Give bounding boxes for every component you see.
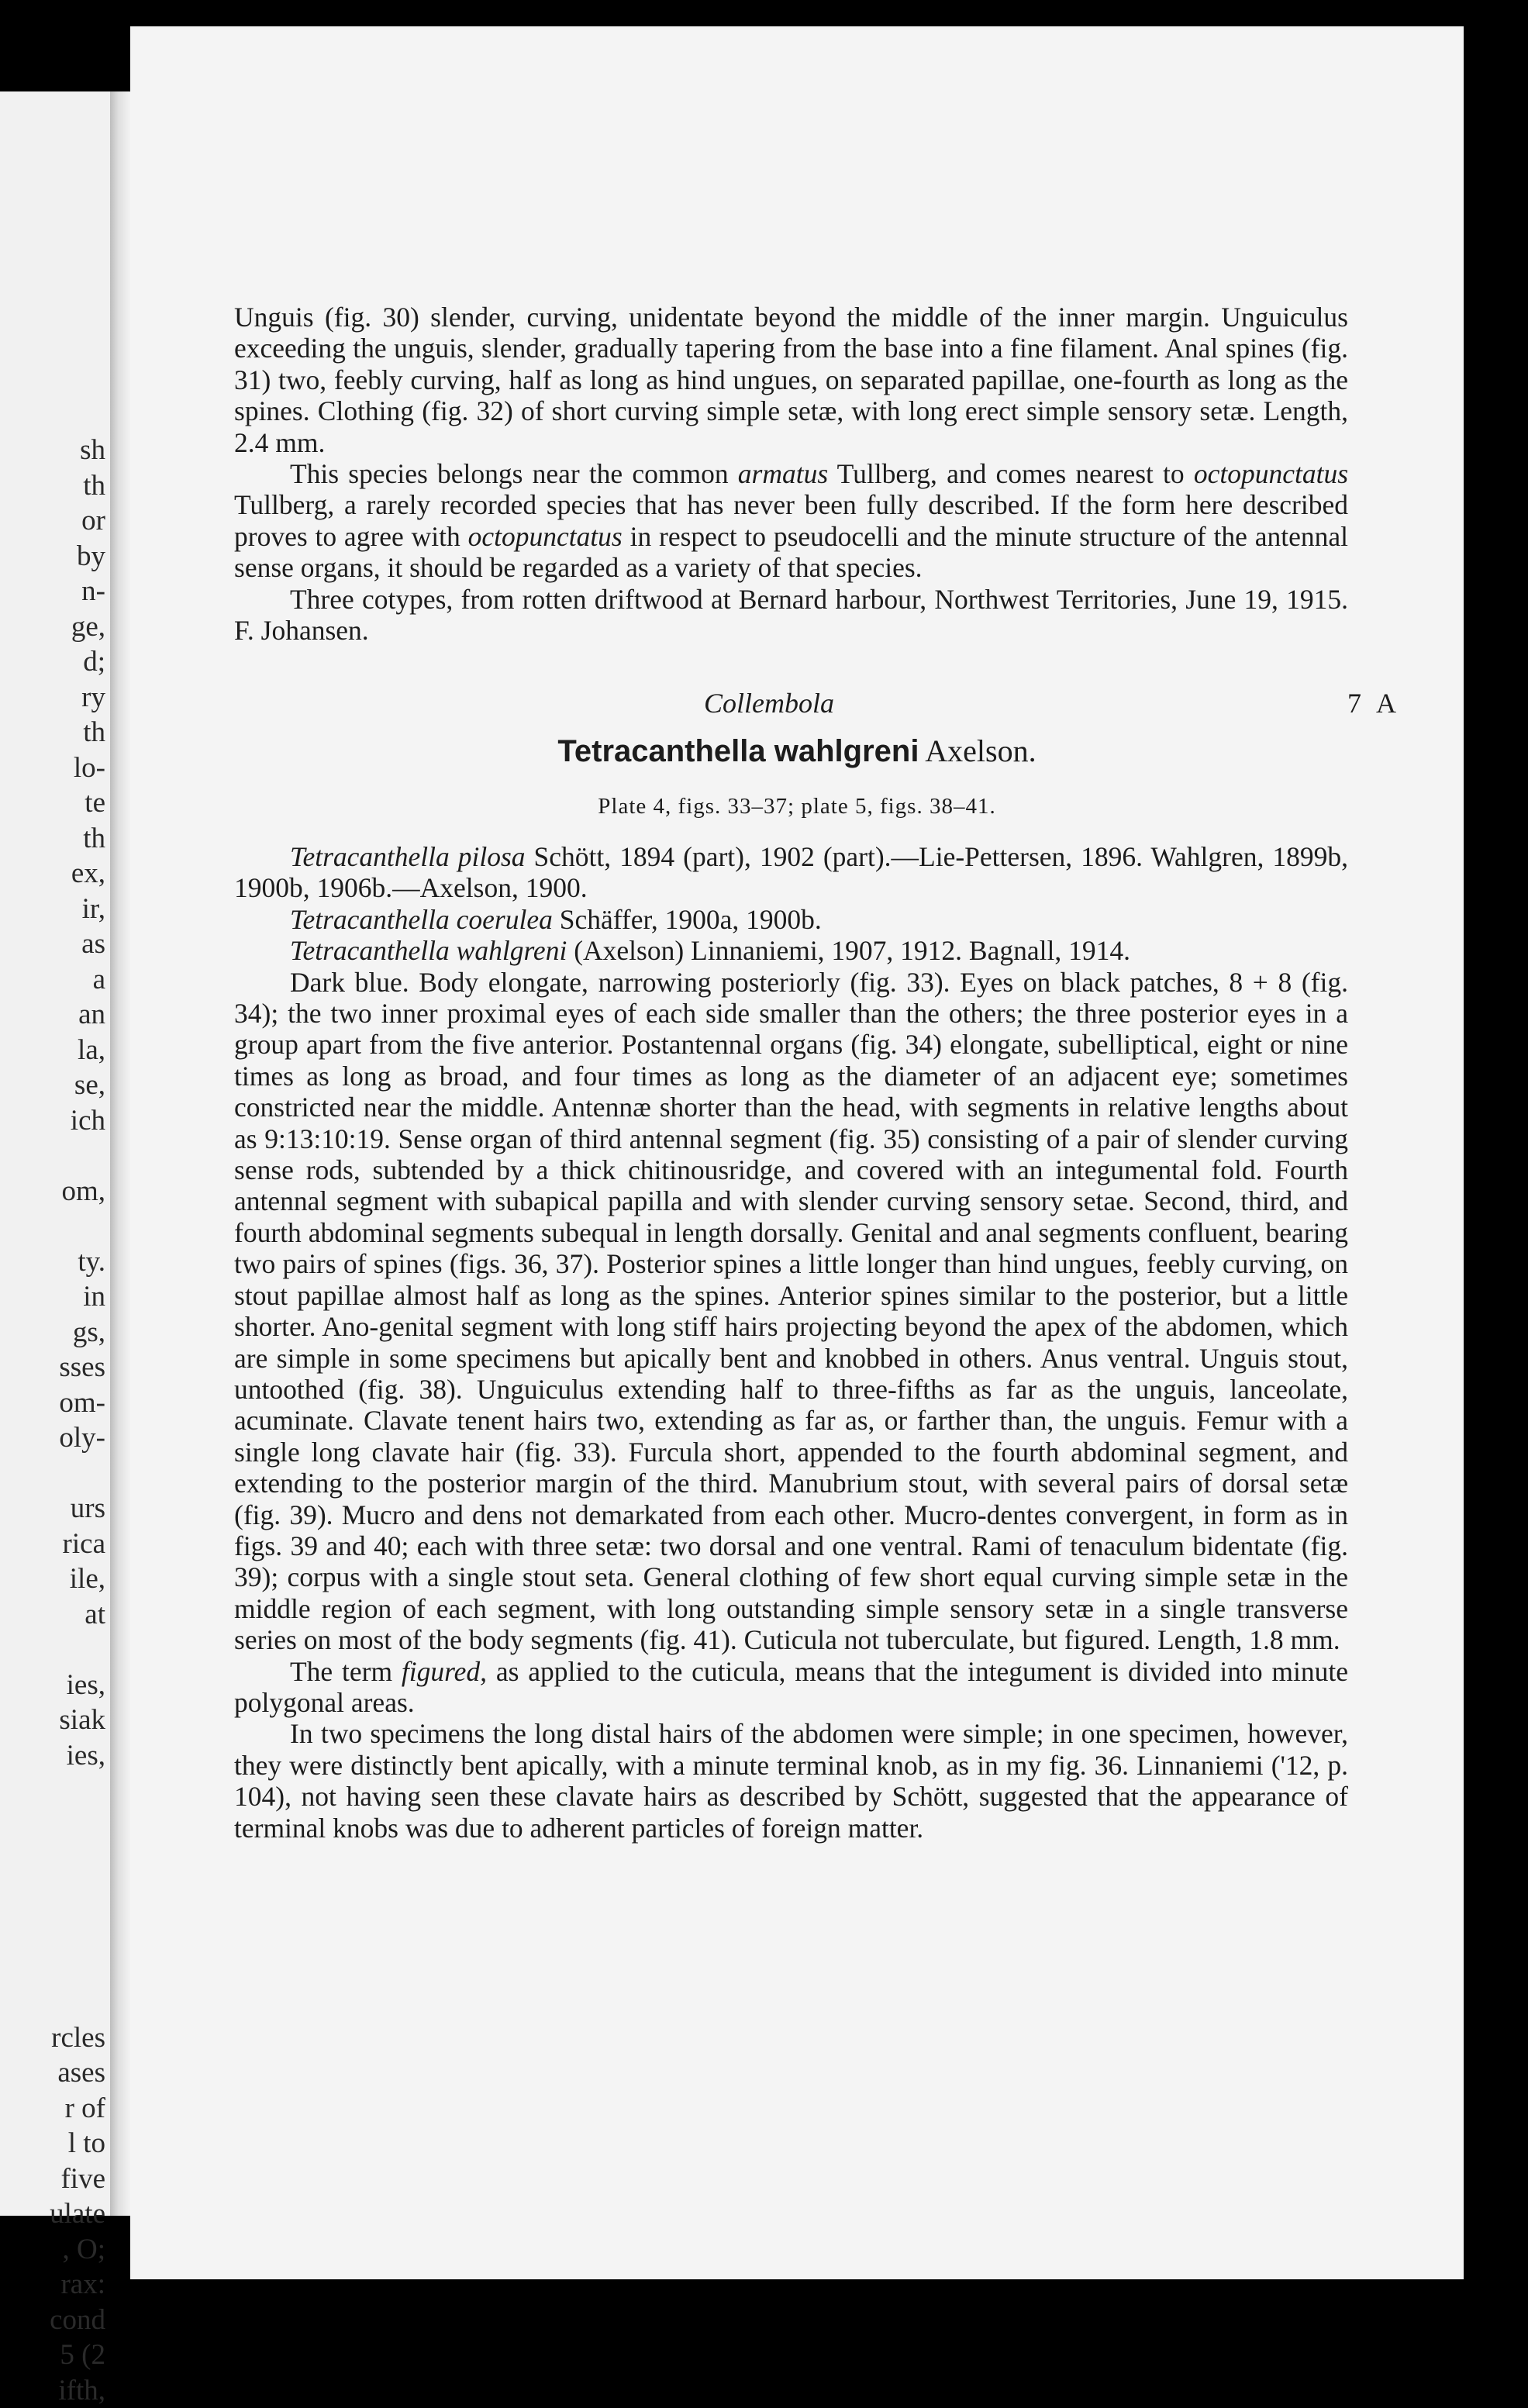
left-page-fragment: ile,	[5, 1561, 105, 1597]
left-page-fragment: oly-	[5, 1420, 105, 1456]
species-heading	[130, 733, 1464, 769]
synonym: Tetracanthella wahlgreni (Axelson) Linnaniemi, 1907, 1912. Bagnall, 1914.	[234, 935, 1348, 966]
left-page-fragment: ex,	[5, 856, 105, 892]
species-name: Tetracanthella wahlgreni	[557, 734, 919, 768]
left-page-fragment: lo-	[5, 750, 105, 786]
paragraph: Unguis (fig. 30) slender, curving, unidentate beyond the middle of the inner margin. Unguiculus exceeding the unguis, slender, gradually tapering from the base into a fine filament. Anal spines (fig. 31) two, feebly curving, half as long as hind ungues, on separated papillae, one-fourth as long as the spines. Clothing (fig. 32) of short curving simple setæ, with long erect simple sensory setæ. Length, 2.4 mm.	[234, 302, 1348, 458]
left-page-fragment: n-	[5, 574, 105, 609]
left-page-fragment: ies,	[5, 1738, 105, 1774]
left-page-fragment: a	[5, 962, 105, 998]
left-page-fragment: ies,	[5, 1668, 105, 1703]
left-page-fragment: ifth,	[5, 2373, 105, 2408]
paragraph: In two specimens the long distal hairs of the abdomen were simple; in one specimen, however, they were distinctly bent apically, with a minute terminal knob, as in my fig. 36. Linnaniemi ('12, p. 104), not having seen these clavate hairs as described by Schött, suggested that the appearance of terminal knobs was due to adherent particles of foreign matter.	[234, 1718, 1348, 1844]
left-page-fragment: la,	[5, 1033, 105, 1068]
left-page-fragment: th	[5, 468, 105, 504]
left-page-fragment: ge,	[5, 609, 105, 645]
left-page-fragment: om,	[5, 1174, 105, 1209]
left-page-fragment: ich	[5, 1103, 105, 1139]
left-page-fragment: or	[5, 503, 105, 539]
left-page-fragment: urs	[5, 1491, 105, 1527]
left-page-fragment: at	[5, 1597, 105, 1633]
left-page-fragment: , O;	[5, 2232, 105, 2268]
section-1	[234, 302, 1348, 646]
left-page-fragment: ir,	[5, 892, 105, 927]
left-page-fragment: d;	[5, 644, 105, 680]
left-page-fragment: ases	[5, 2055, 105, 2091]
left-page-fragment: rica	[5, 1527, 105, 1562]
page-number: 7 A	[1347, 687, 1401, 719]
left-page-fragment: om-	[5, 1385, 105, 1421]
left-page-fragment: as	[5, 926, 105, 962]
paragraph: Three cotypes, from rotten driftwood at Bernard harbour, Northwest Territories, June 19, 1915. F. Johansen.	[234, 584, 1348, 647]
left-page-fragment: se,	[5, 1068, 105, 1103]
plate-reference: Plate 4, figs. 33–37; plate 5, figs. 38–41.	[130, 794, 1464, 819]
species-author: Axelson.	[919, 733, 1036, 768]
paragraph: This species belongs near the common armatus Tullberg, and comes nearest to octopunctatus Tullberg, a rarely recorded species that has never been fully described. If the form here described proves to agree with octopunctatus in respect to pseudocelli and the minute structure of the antennal sense organs, it should be regarded as a variety of that species.	[234, 458, 1348, 584]
running-head: Collembola	[704, 687, 834, 719]
left-page-fragment: five	[5, 2161, 105, 2197]
left-page-fragment: th	[5, 821, 105, 857]
left-page-fragment: ulate	[5, 2196, 105, 2232]
left-page-fragment: sh	[5, 433, 105, 468]
left-page-fragment: rcles	[5, 2020, 105, 2056]
left-page-fragment: siak	[5, 1703, 105, 1738]
left-page-fragment: in	[5, 1279, 105, 1315]
synonym: Tetracanthella coerulea Schäffer, 1900a, 1900b.	[234, 904, 1348, 935]
section-2	[234, 841, 1348, 1844]
left-page-fragment: 5 (2	[5, 2337, 105, 2373]
left-page-fragment: gs,	[5, 1315, 105, 1351]
left-page-fragment: rax:	[5, 2267, 105, 2303]
left-page-fragment: l to	[5, 2126, 105, 2161]
left-page-fragment: ty.	[5, 1244, 105, 1280]
left-page-fragment: sses	[5, 1350, 105, 1385]
description: Dark blue. Body elongate, narrowing posteriorly (fig. 33). Eyes on black patches, 8 + 8 (fig. 34); the two inner proximal eyes of each side smaller than the others; the three posterior eyes in a group apart from the five anterior. Postantennal organs (fig. 34) elongate, subelliptical, eight or nine times as long as broad, and four times as long as the diameter of an adjacent eye; sometimes constricted near the middle. Antennæ shorter than the head, with segments in relative lengths about as 9:13:10:19. Sense organ of third antennal segment (fig. 35) consisting of a pair of slender curving sense rods, subtended by a thick chitinousridge, and covered with an integumental fold. Fourth antennal segment with subapical papilla and with slender curving sensory setae. Second, third, and fourth abdominal segments subequal in length dorsally. Genital and anal segments confluent, bearing two pairs of spines (figs. 36, 37). Posterior spines a little longer than hind ungues, feebly curving, on stout papillae almost half as long as the spines. Anterior spines similar to the posterior, but a little shorter. Ano-genital segment with long stiff hairs projecting beyond the apex of the abdomen, which are simple in some specimens but apically bent and knobbed in others. Anus ventral. Unguis stout, untoothed (fig. 38). Unguiculus extending half to three-fifths as far as the unguis, lanceolate, acuminate. Clavate tenent hairs two, extending as far as, or farther than, the unguis. Femur with a single long clavate hair (fig. 33). Furcula short, appended to the fourth abdominal segment, and extending to the posterior margin of the third. Manubrium stout, with several pairs of dorsal setæ (fig. 39). Mucro and dens not demarkated from each other. Mucro-dentes convergent, in form as in figs. 39 and 40; each with three setæ: two dorsal and one ventral. Rami of tenaculum bidentate (fig. 39); corpus with a single stout seta. General clothing of few short equal curving simple setæ in the middle region of each segment, with long outstanding simple sensory setæ in a single transverse series on most of the body segments (fig. 41). Cuticula not tuberculate, but figured. Length, 1.8 mm.	[234, 967, 1348, 1656]
left-page-fragment: ry	[5, 680, 105, 716]
left-page-fragment: th	[5, 715, 105, 750]
left-page-fragment: by	[5, 539, 105, 574]
paragraph: The term figured, as applied to the cuticula, means that the integument is divided into minute polygonal areas.	[234, 1656, 1348, 1719]
left-page-fragment: te	[5, 785, 105, 821]
synonym: Tetracanthella pilosa Schött, 1894 (part), 1902 (part).—Lie-Pettersen, 1896. Wahlgren, 1899b, 1900b, 1906b.—Axelson, 1900.	[234, 841, 1348, 904]
left-page-fragment: cond	[5, 2303, 105, 2338]
left-page-fragment: an	[5, 997, 105, 1033]
left-page-fragment: r of	[5, 2091, 105, 2127]
